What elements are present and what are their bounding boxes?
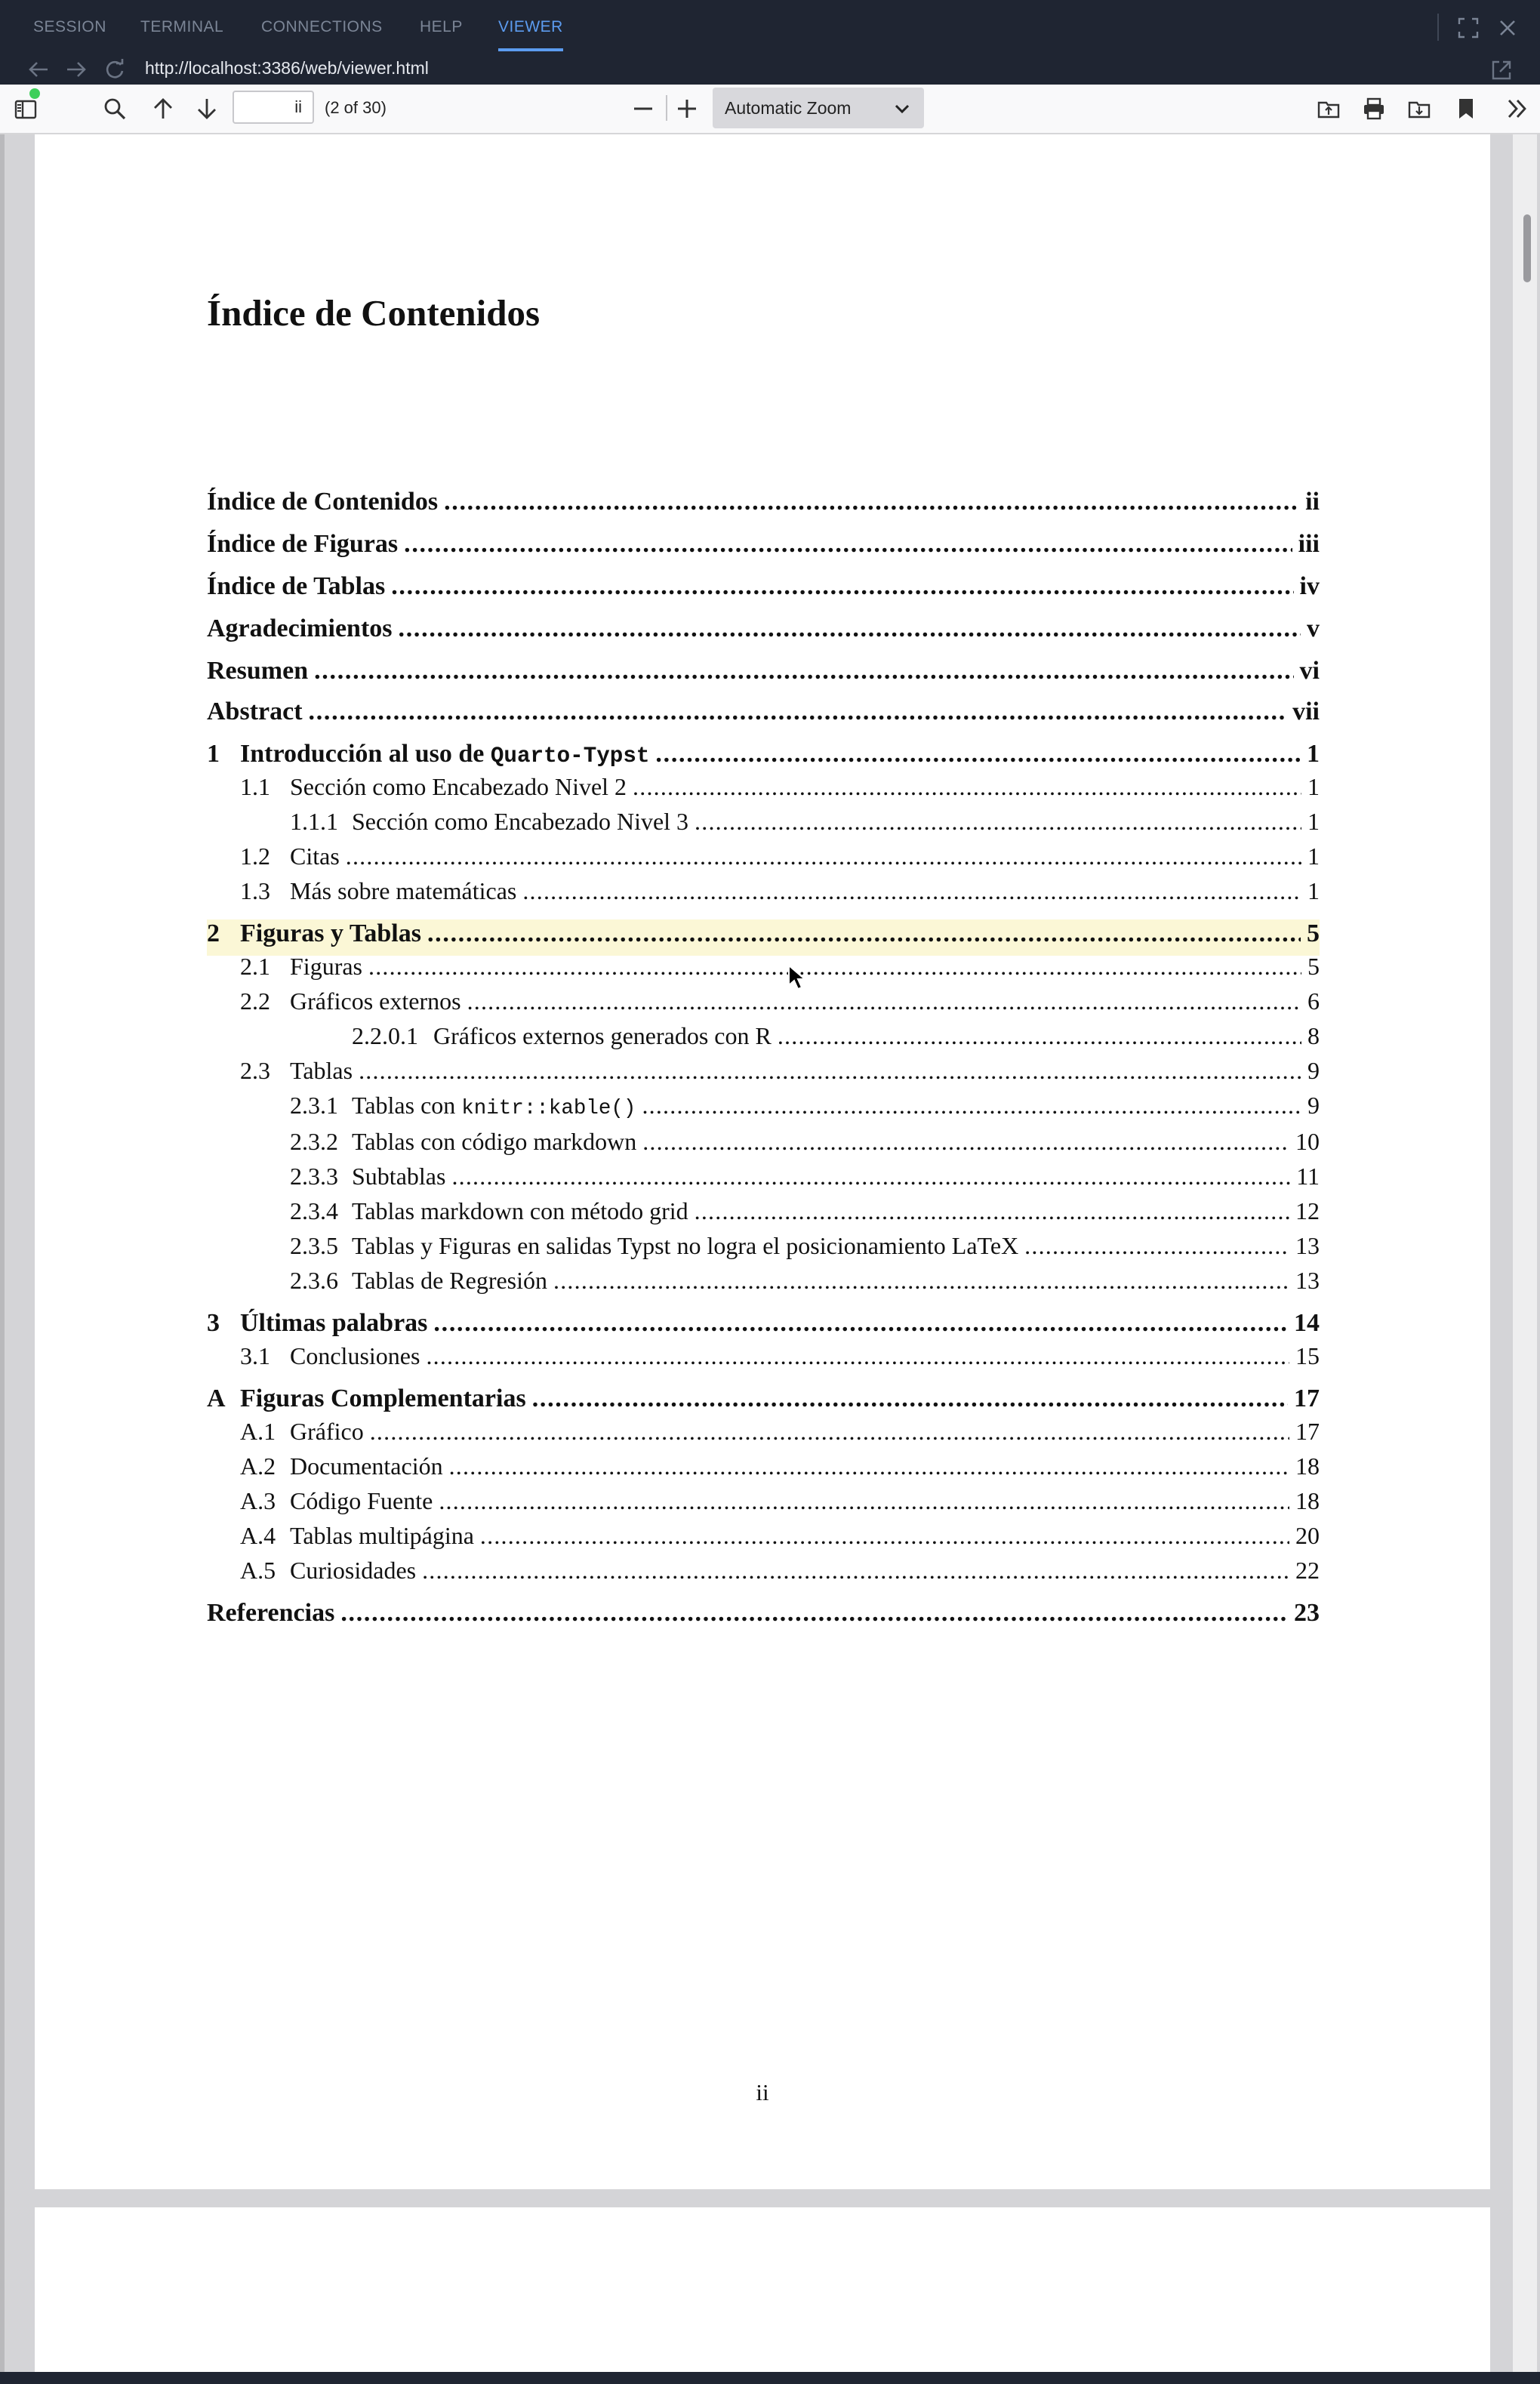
- toc-entry-title-text: Documentación: [290, 1452, 443, 1480]
- toc-entry-title-text: Citas: [290, 842, 340, 870]
- toc-leader-dots: [695, 1197, 1289, 1225]
- toc-leader-dots: [346, 842, 1301, 870]
- toc-entry[interactable]: [207, 987, 1320, 1024]
- toc-leader-dots: [642, 1092, 1301, 1120]
- sidebar-toggle-icon[interactable]: [14, 97, 38, 121]
- toc-entry-title: [290, 953, 362, 981]
- toc-entry-title: [290, 1418, 364, 1446]
- toc-entry-page: 10: [1295, 1128, 1320, 1155]
- toc-entry-number: 2.3.3: [290, 1163, 338, 1190]
- toc-entry[interactable]: [207, 1599, 1320, 1635]
- toc-entry-title: [290, 1557, 416, 1585]
- download-icon[interactable]: [1407, 97, 1431, 121]
- tab-viewer[interactable]: VIEWER: [498, 18, 563, 35]
- toc-entry-title-text: Agradecimientos: [207, 614, 393, 642]
- toc-entry-title: [290, 773, 627, 801]
- pdf-toolbar: [0, 85, 1540, 134]
- toc-entry-page: 5: [1307, 919, 1320, 947]
- toc-entry-page: 1: [1307, 808, 1320, 835]
- toc-entry[interactable]: [207, 1267, 1320, 1303]
- maximize-icon[interactable]: [1457, 17, 1480, 39]
- toc-entry-number: A.1: [240, 1418, 276, 1445]
- page-number-input[interactable]: [233, 91, 314, 124]
- toc-entry-number: A.3: [240, 1487, 276, 1514]
- toc-entry-page: 23: [1294, 1599, 1320, 1627]
- toc-entry-title: [290, 877, 516, 905]
- toc-entry-number: 2: [207, 919, 220, 947]
- pdf-page: [35, 134, 1490, 2189]
- toc-entry-number: 1.1: [240, 773, 270, 800]
- toc-entry-number: 2.2: [240, 987, 270, 1015]
- toc-entry-title-text: Figuras Complementarias: [240, 1385, 526, 1412]
- toc-entry-number: 2.3.1: [290, 1092, 338, 1119]
- pane-tab-bar: [0, 0, 1540, 54]
- toc-entry-title: [352, 1092, 636, 1120]
- toc-entry-number: 2.2.0.1: [352, 1022, 418, 1049]
- arrow-up-icon[interactable]: [151, 97, 175, 121]
- toc-leader-dots: [309, 698, 1287, 726]
- toc-entry-title: [207, 614, 393, 643]
- toc-leader-dots: [451, 1163, 1290, 1190]
- toc-entry[interactable]: [207, 572, 1320, 608]
- toc-leader-dots: [422, 1557, 1289, 1585]
- scrollbar-thumb[interactable]: [1523, 214, 1531, 282]
- toc-entry-title-text: Gráfico: [290, 1418, 364, 1445]
- toc-leader-dots: [340, 1599, 1288, 1628]
- toc-entry-title: [240, 740, 649, 768]
- print-icon[interactable]: [1362, 97, 1386, 121]
- toc-entry[interactable]: [207, 1197, 1320, 1234]
- url-field[interactable]: http://localhost:3386/web/viewer.html: [145, 58, 429, 78]
- open-in-new-window-icon[interactable]: [1490, 59, 1513, 82]
- toc-entry-title: [290, 987, 461, 1015]
- toc-entry[interactable]: [207, 1557, 1320, 1593]
- toc-leader-dots: [391, 572, 1293, 601]
- toc-entry-number: 3.1: [240, 1342, 270, 1369]
- toc-entry-title: [290, 842, 340, 870]
- toc-entry-title-text: Sección como Encabezado Nivel 3: [352, 808, 689, 835]
- toc-entry[interactable]: [207, 842, 1320, 879]
- toc-entry-page: 5: [1307, 953, 1320, 980]
- toc-entry-title-text: Tablas y Figuras en salidas Typst no logra el posicionamiento LaTeX: [352, 1232, 1019, 1259]
- toc-entry-title: [352, 808, 688, 836]
- toc-entry-page: 18: [1295, 1487, 1320, 1514]
- toc-leader-dots: [655, 740, 1301, 768]
- toc-leader-dots: [370, 1418, 1289, 1446]
- scrollbar[interactable]: [1513, 134, 1537, 2384]
- toc-entry-title-text: Últimas palabras: [240, 1309, 428, 1337]
- toc-entry-title-text: Referencias: [207, 1599, 335, 1627]
- toc-entry-title: [290, 1487, 433, 1515]
- toc-entry-title: [240, 1385, 526, 1413]
- back-icon[interactable]: [27, 59, 50, 80]
- toc-entry-code: knitr::kable(): [461, 1097, 636, 1120]
- toc-entry-title-text: Subtablas: [352, 1163, 446, 1190]
- toc-entry-number: A: [207, 1385, 226, 1412]
- forward-icon[interactable]: [65, 59, 88, 80]
- toc-entry-page: 14: [1294, 1309, 1320, 1337]
- toc-leader-dots: [427, 919, 1301, 948]
- toc-entry-page: v: [1307, 614, 1320, 642]
- page-count: (2 of 30): [325, 98, 387, 117]
- toc-entry-title: [352, 1232, 1018, 1260]
- toc-leader-dots: [433, 1309, 1288, 1338]
- toc-entry-page: 8: [1307, 1022, 1320, 1049]
- toc-entry[interactable]: [207, 740, 1320, 776]
- toc-entry[interactable]: [207, 1522, 1320, 1558]
- toc-entry[interactable]: [207, 1342, 1320, 1378]
- toc-entry-page: 22: [1295, 1557, 1320, 1584]
- toc-entry-page: 13: [1295, 1267, 1320, 1294]
- open-file-icon[interactable]: [1317, 97, 1341, 121]
- toc-entry-title: [290, 1342, 420, 1370]
- toc-entry-title: [290, 1452, 443, 1480]
- toc-leader-dots: [642, 1128, 1289, 1156]
- toc-entry[interactable]: [207, 698, 1320, 734]
- toc-leader-dots: [695, 808, 1301, 836]
- toc-entry-title: [207, 698, 303, 726]
- mouse-cursor-icon: [787, 964, 805, 991]
- bookmark-icon[interactable]: [1454, 97, 1478, 121]
- toc-leader-dots: [778, 1022, 1301, 1050]
- toc-entry[interactable]: [207, 1232, 1320, 1268]
- chevron-down-icon: [894, 101, 910, 116]
- toc-entry-title: [207, 657, 308, 685]
- toc-entry-title-text: Figuras: [290, 953, 362, 980]
- toc-entry-page: 9: [1307, 1092, 1320, 1119]
- toc-leader-dots: [553, 1267, 1289, 1295]
- toc-entry-page: 1: [1307, 773, 1320, 800]
- toc-entry-page: 1: [1307, 842, 1320, 870]
- divider: [666, 95, 667, 121]
- toc-entry[interactable]: [207, 1385, 1320, 1421]
- toc-entry-page: vii: [1292, 698, 1320, 725]
- left-edge: [0, 134, 5, 2384]
- toc-entry-title: [352, 1163, 445, 1190]
- toc-entry[interactable]: [207, 1057, 1320, 1093]
- minus-icon[interactable]: [631, 97, 655, 121]
- bottom-bar: [0, 2372, 1540, 2384]
- tab-terminal[interactable]: TERMINAL: [140, 18, 224, 35]
- zoom-select-value: Automatic Zoom: [725, 98, 852, 118]
- page-number: ii: [756, 2079, 769, 2105]
- toc-entry-page: 1: [1307, 877, 1320, 904]
- toc-entry[interactable]: [207, 877, 1320, 913]
- toc-entry-title-text: Introducción al uso de: [240, 740, 491, 768]
- toc-entry-number: 2.3: [240, 1057, 270, 1084]
- toc-entry[interactable]: [207, 1163, 1320, 1199]
- plus-icon[interactable]: [675, 97, 699, 121]
- toc-entry-title: [352, 1267, 547, 1295]
- toc-entry-page: 12: [1295, 1197, 1320, 1224]
- toc-leader-dots: [480, 1522, 1289, 1550]
- toc-entry-page: 15: [1295, 1342, 1320, 1369]
- zoom-select[interactable]: [713, 88, 924, 128]
- toc-entry-title: [207, 572, 385, 601]
- toc-entry-number: 1.1.1: [290, 808, 338, 835]
- toc-leader-dots: [426, 1342, 1289, 1370]
- toc-entry-page: 17: [1295, 1418, 1320, 1445]
- toc-entry-title-text: Tablas multipágina: [290, 1522, 474, 1549]
- toc-entry-page: iv: [1299, 572, 1320, 600]
- toc-leader-dots: [532, 1385, 1288, 1413]
- toc-entry-code: Quarto-Typst: [490, 744, 650, 768]
- toc-entry-title-text: Gráficos externos generados con R: [433, 1022, 772, 1049]
- toc-entry-title-text: Índice de Contenidos: [207, 488, 439, 516]
- toc-entry-title: [290, 1522, 474, 1550]
- toc-entry-number: A.5: [240, 1557, 276, 1584]
- toc-entry-title-text: Tablas con: [352, 1092, 462, 1119]
- toc-entry-number: 1: [207, 740, 220, 768]
- toc-entry-title-text: Tablas markdown con método grid: [352, 1197, 688, 1224]
- toc-entry-page: 6: [1307, 987, 1320, 1015]
- toc-entry-number: 1.3: [240, 877, 270, 904]
- toc-entry-title: [290, 1057, 353, 1085]
- toc-leader-dots: [633, 773, 1301, 801]
- tab-session[interactable]: SESSION: [33, 18, 106, 35]
- toc-entry-title: [352, 1197, 688, 1225]
- double-chevron-right-icon[interactable]: [1505, 97, 1529, 121]
- toc-entry-number: 2.3.6: [290, 1267, 338, 1294]
- toc-entry-title-text: Resumen: [207, 657, 309, 685]
- toc-entry-title-text: Más sobre matemáticas: [290, 877, 517, 904]
- divider: [1437, 14, 1439, 41]
- search-icon[interactable]: [103, 97, 127, 121]
- toc-leader-dots: [449, 1452, 1289, 1480]
- toc-entry[interactable]: [207, 808, 1320, 844]
- active-tab-indicator: [498, 48, 563, 51]
- toc-entry-title-text: Abstract: [207, 698, 303, 725]
- toc-leader-dots: [439, 1487, 1289, 1515]
- toc-entry-title: [207, 488, 438, 516]
- toc-entry-page: vi: [1299, 657, 1320, 685]
- toc-entry-title-text: Conclusiones: [290, 1342, 420, 1369]
- reload-icon[interactable]: [104, 59, 125, 80]
- tab-help[interactable]: HELP: [420, 18, 463, 35]
- toc-entry-page: 20: [1295, 1522, 1320, 1549]
- toc-leader-dots: [399, 614, 1301, 643]
- toc-entry-title: [352, 1128, 636, 1156]
- toc-entry-title-text: Tablas: [290, 1057, 353, 1084]
- toc-leader-dots: [368, 953, 1301, 981]
- tab-connections[interactable]: CONNECTIONS: [261, 18, 383, 35]
- toc-entry-number: 2.1: [240, 953, 270, 980]
- toc-entry-title-text: Índice de Tablas: [207, 572, 386, 600]
- toc-leader-dots: [359, 1057, 1301, 1085]
- close-icon[interactable]: [1498, 18, 1517, 38]
- toc-leader-dots: [404, 530, 1292, 559]
- toc-entry-number: 3: [207, 1309, 220, 1337]
- toc-entry-title-text: Figuras y Tablas: [240, 919, 421, 947]
- toc-entry[interactable]: [207, 919, 1320, 956]
- toc-entry[interactable]: [207, 1309, 1320, 1345]
- toc-entry-title-text: Tablas con código markdown: [352, 1128, 637, 1155]
- toc-entry-page: iii: [1298, 530, 1320, 558]
- toc-entry[interactable]: [207, 614, 1320, 651]
- toc-entry-title-text: Sección como Encabezado Nivel 2: [290, 773, 627, 800]
- toc-entry[interactable]: [207, 488, 1320, 524]
- toc-entry-page: ii: [1305, 488, 1320, 516]
- toc-entry-number: 2.3.4: [290, 1197, 338, 1224]
- status-dot-icon: [29, 88, 41, 100]
- toc-entry-title-text: Código Fuente: [290, 1487, 433, 1514]
- toc-entry-title: [207, 1599, 334, 1628]
- toc-entry[interactable]: [207, 1487, 1320, 1523]
- address-bar: [0, 54, 1540, 85]
- toc-entry[interactable]: [207, 1128, 1320, 1164]
- toc-entry-number: 2.3.5: [290, 1232, 338, 1259]
- toc-entry-number: 1.2: [240, 842, 270, 870]
- toc-entry-title-text: Curiosidades: [290, 1557, 417, 1584]
- toc-entry-page: 1: [1307, 740, 1320, 768]
- toc-entry[interactable]: [207, 1452, 1320, 1489]
- toc-leader-dots: [1024, 1232, 1289, 1260]
- toc-entry-title: [240, 919, 421, 948]
- page-title: Índice de Contenidos: [207, 292, 541, 334]
- toc-entry-page: 13: [1295, 1232, 1320, 1259]
- toc-entry[interactable]: [207, 1418, 1320, 1454]
- toc-entry-title: [240, 1309, 427, 1338]
- toc-entry-number: A.4: [240, 1522, 276, 1549]
- toc-entry[interactable]: [207, 1092, 1320, 1128]
- toc-entry-page: 9: [1307, 1057, 1320, 1084]
- toc-leader-dots: [314, 657, 1293, 685]
- toc-leader-dots: [444, 488, 1299, 516]
- pdf-viewer-container[interactable]: [0, 134, 1540, 2384]
- toc-entry[interactable]: [207, 530, 1320, 566]
- toc-entry-page: 18: [1295, 1452, 1320, 1480]
- toc-leader-dots: [522, 877, 1301, 905]
- toc-entry-page: 11: [1296, 1163, 1320, 1190]
- toc-entry-title-text: Gráficos externos: [290, 987, 461, 1015]
- toc-entry[interactable]: [207, 773, 1320, 809]
- toc-entry-title-text: Índice de Figuras: [207, 530, 399, 558]
- toc-entry-number: 2.3.2: [290, 1128, 338, 1155]
- toc-entry-page: 17: [1294, 1385, 1320, 1412]
- pdf-page-next: [35, 2207, 1490, 2384]
- toc-leader-dots: [467, 987, 1301, 1015]
- toc-entry[interactable]: [207, 953, 1320, 989]
- toc-entry-title: [207, 530, 398, 559]
- toc-entry[interactable]: [207, 657, 1320, 693]
- toc-entry-title: [433, 1022, 772, 1050]
- arrow-down-icon[interactable]: [195, 97, 219, 121]
- toc-entry-title-text: Tablas de Regresión: [352, 1267, 548, 1294]
- toc-entry-number: A.2: [240, 1452, 276, 1480]
- toc-entry[interactable]: [207, 1022, 1320, 1058]
